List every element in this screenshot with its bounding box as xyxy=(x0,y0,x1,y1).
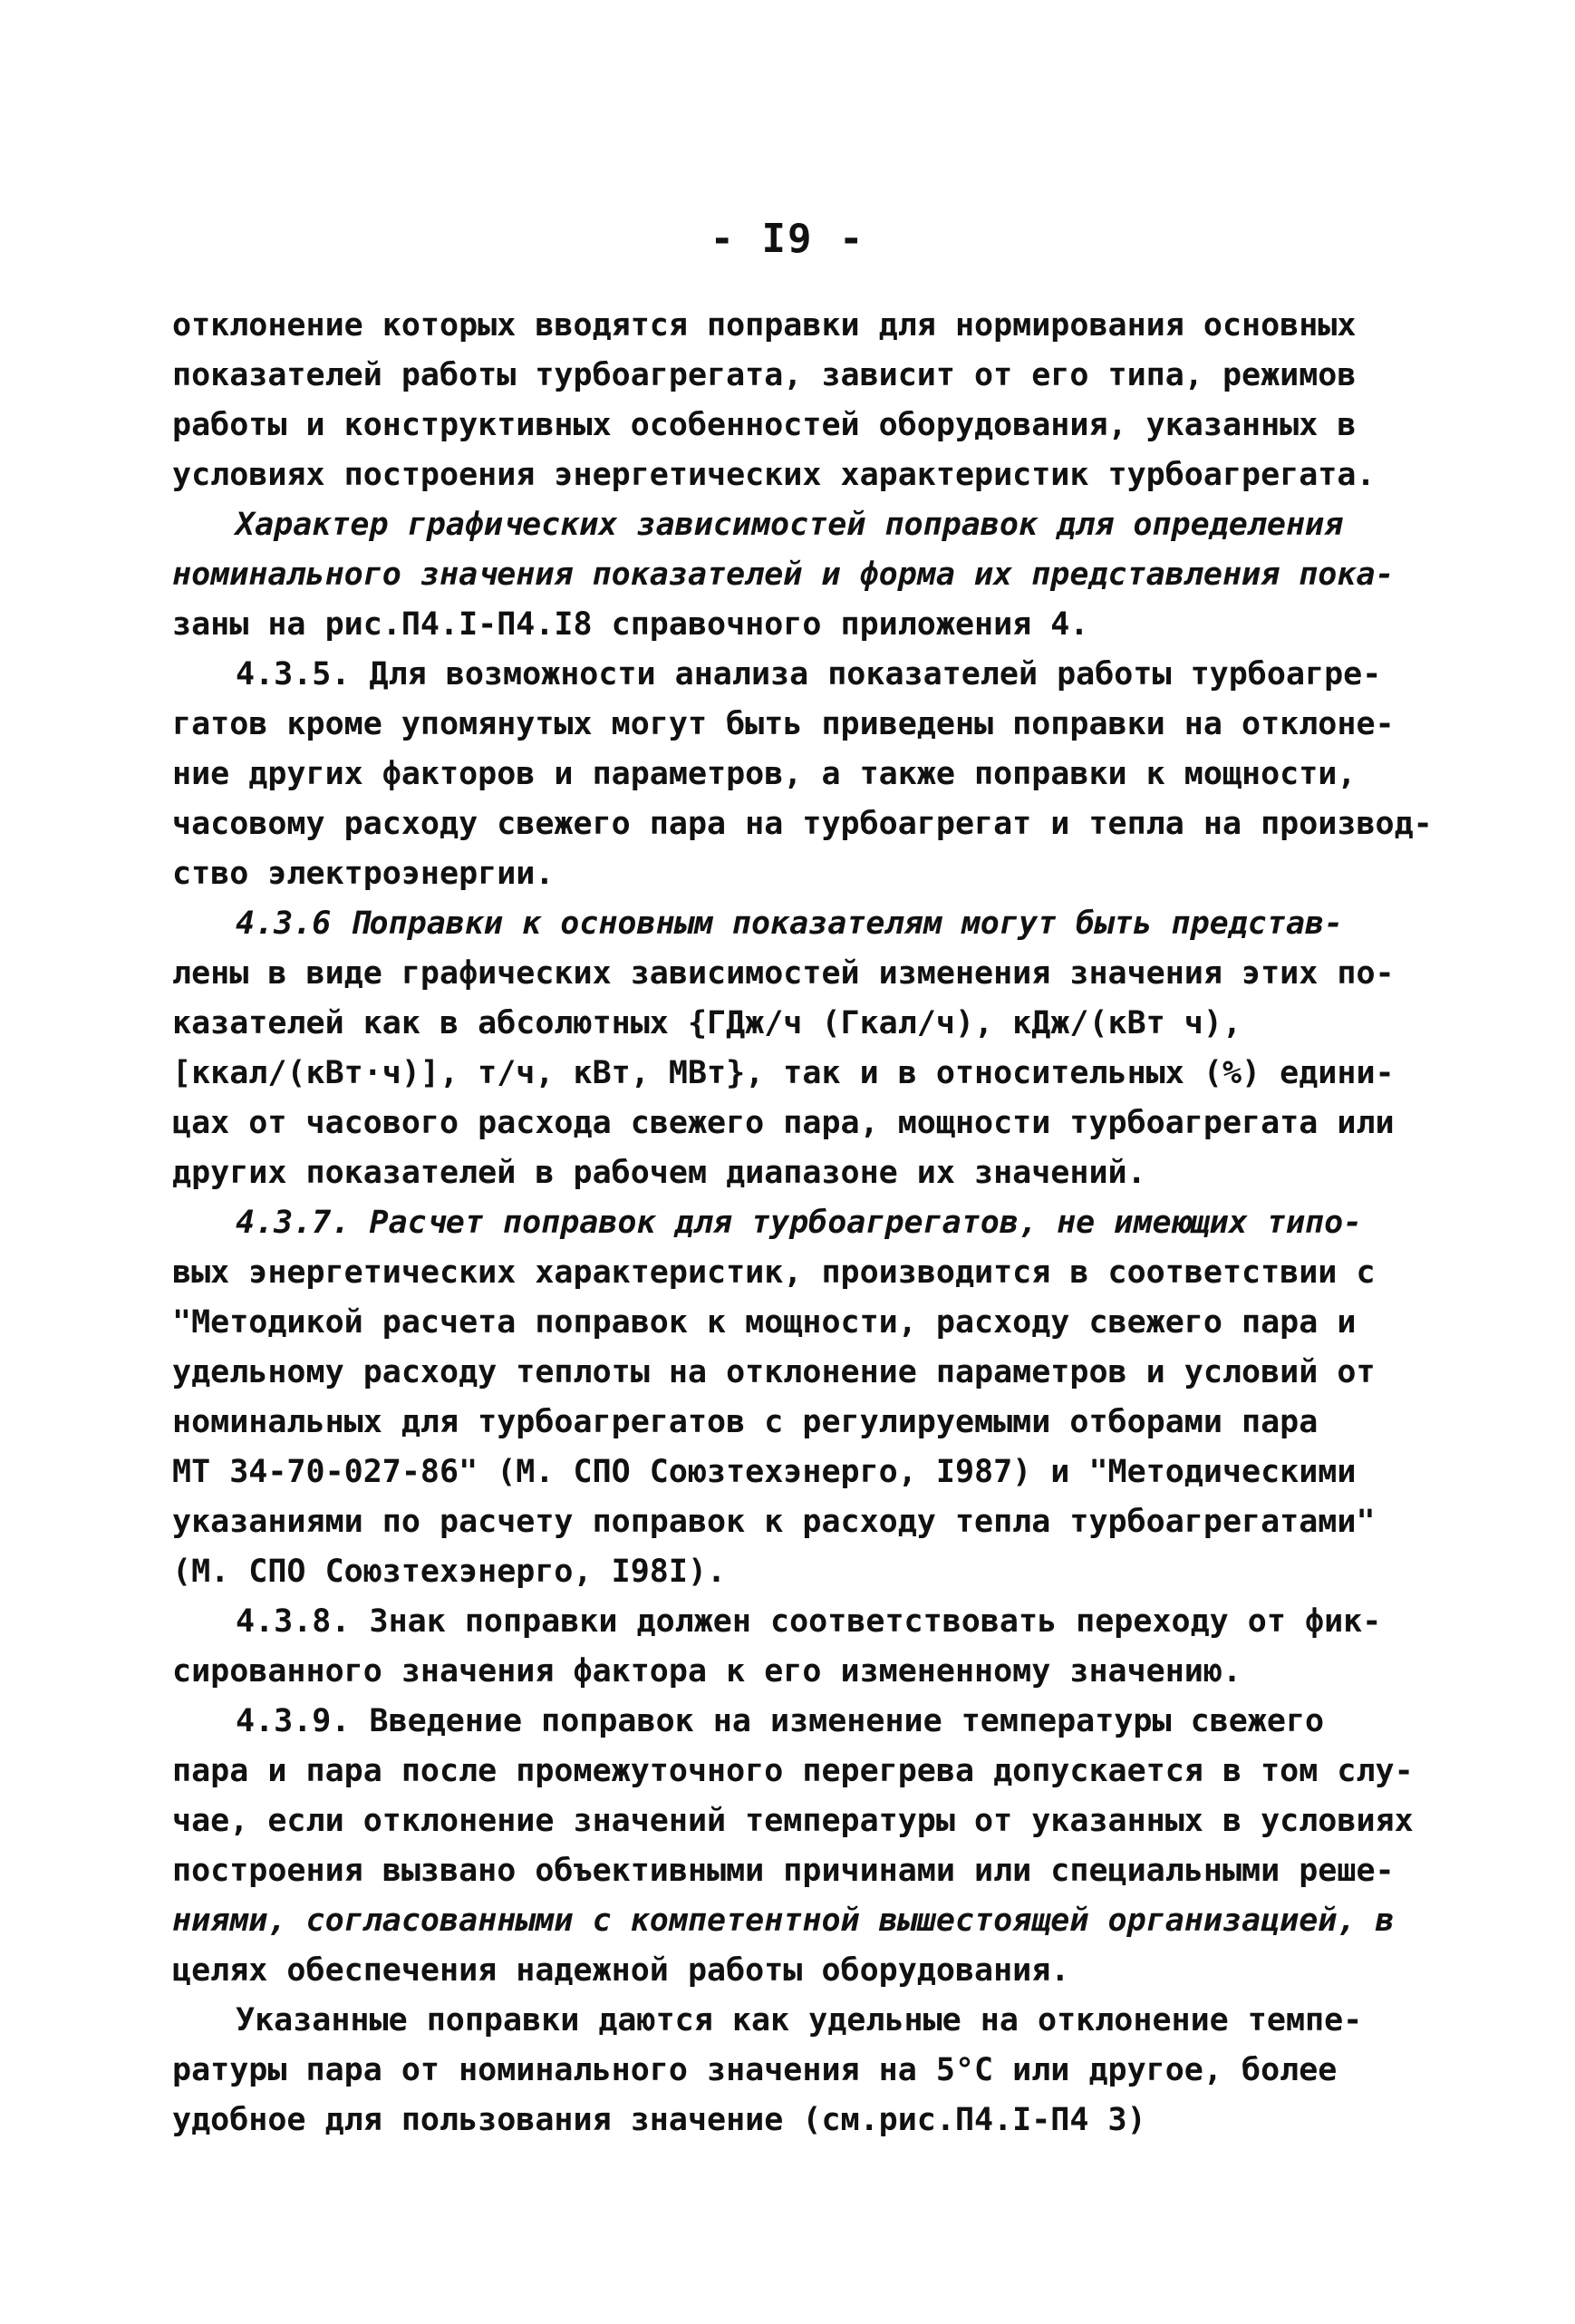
text-line: работы и конструктивных особенностей оборудования, указанных в xyxy=(172,407,1357,443)
text-line: заны на рис.П4.I-П4.I8 справочного приложения 4. xyxy=(172,606,1089,643)
text-line: гатов кроме упомянутых могут быть приведены поправки на отклоне- xyxy=(172,706,1395,742)
text-line: 4.3.6 Поправки к основным показателям могут быть представ- xyxy=(236,905,1344,942)
body-text xyxy=(172,301,1433,2145)
text-line: ратуры пара от номинального значения на 5°С или другое, более xyxy=(172,2052,1338,2088)
text-line: вых энергетических характеристик, производится в соответствии с xyxy=(172,1254,1376,1291)
text-line: других показателей в рабочем диапазоне их значений. xyxy=(172,1155,1146,1191)
text-line: ниями, согласованными с компетентной вышестоящей организацией, в xyxy=(172,1903,1395,1939)
text-line: ние других факторов и параметров, а также поправки к мощности, xyxy=(172,756,1357,792)
text-line: Характер графических зависимостей поправок для определения xyxy=(236,507,1344,543)
text-line: часовому расходу свежего пара на турбоагрегат и тепла на производ- xyxy=(172,806,1433,842)
text-line: цах от часового расхода свежего пара, мощности турбоагрегата или xyxy=(172,1105,1395,1141)
text-line: удельному расходу теплоты на отклонение параметров и условий от xyxy=(172,1354,1376,1390)
text-line: сированного значения фактора к его измененному значению. xyxy=(172,1653,1242,1690)
text-line: пара и пара после промежуточного перегрева допускается в том слу- xyxy=(172,1753,1414,1789)
text-line: 4.3.5. Для возможности анализа показателей работы турбоагре- xyxy=(236,656,1382,692)
text-line: условиях построения энергетических характеристик турбоагрегата. xyxy=(172,457,1376,493)
text-line: ство электроэнергии. xyxy=(172,856,555,892)
text-line: "Методикой расчета поправок к мощности, расходу свежего пара и xyxy=(172,1304,1357,1341)
text-line: 4.3.8. Знак поправки должен соответствовать переходу от фик- xyxy=(236,1603,1382,1640)
text-line: 4.3.9. Введение поправок на изменение температуры свежего xyxy=(236,1703,1325,1739)
text-line: МТ 34-70-027-86" (М. СПО Союзтехэнерго, I987) и "Методическими xyxy=(172,1454,1357,1490)
text-line: удобное для пользования значение (см.рис.П4.I-П4 3) xyxy=(172,2102,1146,2138)
text-line: [ккал/(кВт·ч)], т/ч, кВт, МВт}, так и в относительных (%) едини- xyxy=(172,1055,1395,1091)
text-line: казателей как в абсолютных {ГДж/ч (Гкал/ч), кДж/(кВт ч), xyxy=(172,1005,1242,1041)
text-line: (М. СПО Союзтехэнерго, I98I). xyxy=(172,1554,727,1590)
text-line: указаниями по расчету поправок к расходу тепла турбоагрегатами" xyxy=(172,1504,1376,1540)
text-line: номинальных для турбоагрегатов с регулируемыми отборами пара xyxy=(172,1404,1319,1440)
text-line: лены в виде графических зависимостей изменения значения этих по- xyxy=(172,955,1395,992)
text-line: построения вызвано объективными причинами или специальными реше- xyxy=(172,1853,1395,1889)
text-line: номинального значения показателей и форма их представления пока- xyxy=(172,557,1395,593)
page-number: - I9 - xyxy=(710,216,865,262)
text-line: отклонение которых вводятся поправки для нормирования основных xyxy=(172,307,1357,344)
text-line: чае, если отклонение значений температуры от указанных в условиях xyxy=(172,1803,1414,1839)
text-line: показателей работы турбоагрегата, зависит от его типа, режимов xyxy=(172,357,1357,393)
text-line: 4.3.7. Расчет поправок для турбоагрегатов, не имеющих типо- xyxy=(236,1205,1363,1241)
text-line: целях обеспечения надежной работы оборудования. xyxy=(172,1952,1070,1989)
text-line: Указанные поправки даются как удельные на отклонение темпе- xyxy=(236,2002,1363,2038)
